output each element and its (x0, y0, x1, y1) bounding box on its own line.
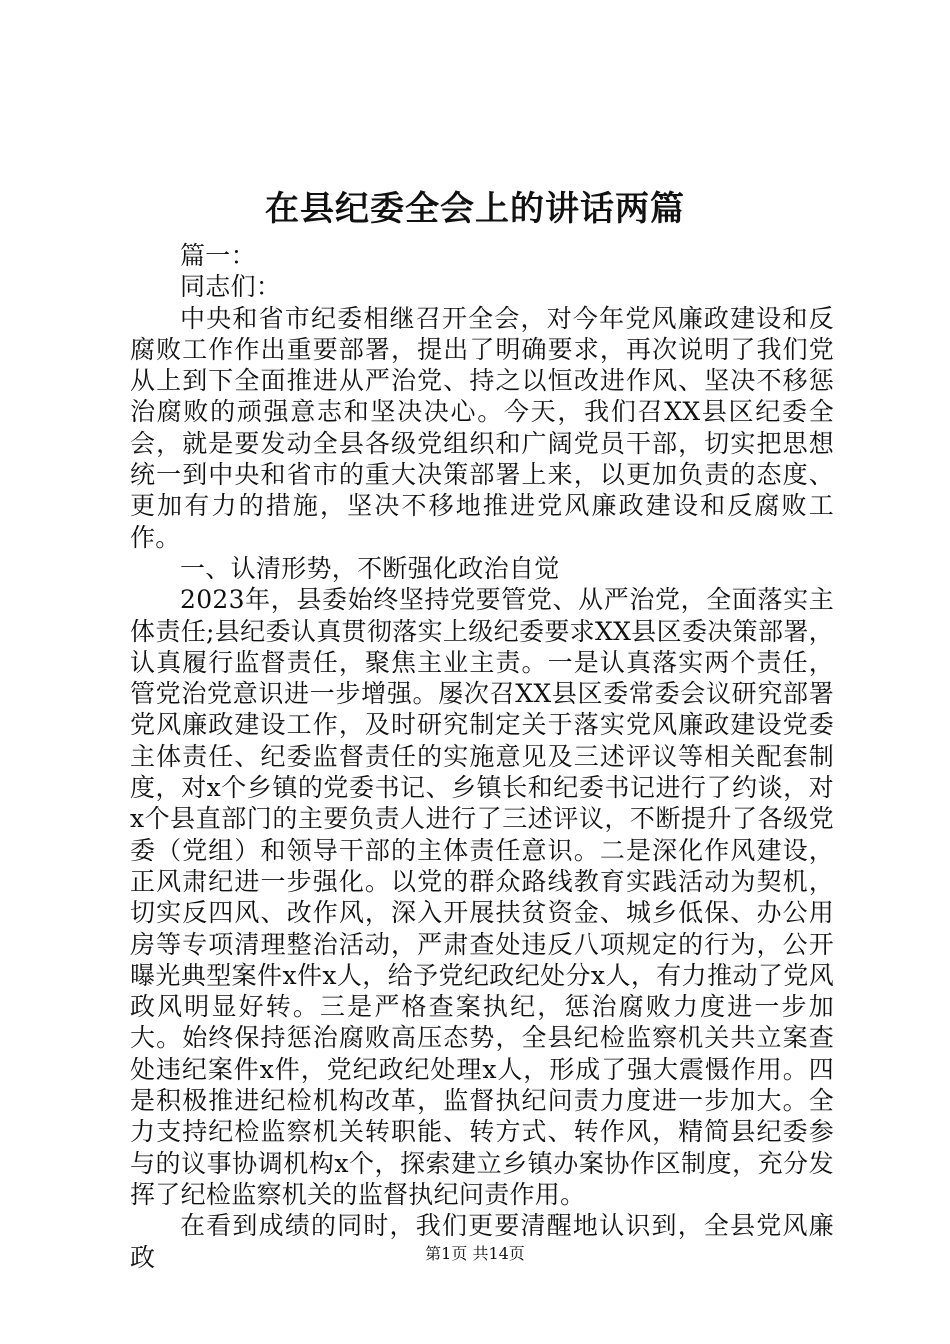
page-footer: 第1页 共14页 (425, 1244, 525, 1263)
document-body (130, 240, 834, 1273)
paragraph-continuation: 在看到成绩的同时，我们更要清醒地认识到，全县党风廉政 (130, 1211, 834, 1272)
paragraph-section-label: 篇一： (180, 241, 256, 270)
document-title: 在县纪委全会上的讲话两篇 (265, 189, 685, 229)
paragraph-review: 2023年，县委始终坚持党要管党、从严治党，全面落实主体责任;县纪委认真贯彻落实上级纪委要求XX县区委决策部署，认真履行监督责任，聚焦主业主责。一是认真落实两个责任，管党治党意识进一步增强。屡次召XX县区委常委会议研究部署党风廉政建设工作，及时研究制定关于落实党风廉政建设党委主体责任、纪委监督责任的实施意见及三述评议等相关配套制度，对x个乡镇的党委书记、乡镇长和纪委书记进行了约谈，对x个县直部门的主要负责人进行了三述评议，不断提升了各级党委（党组）和领导干部的主体责任意识。二是深化作风建设，正风肃纪进一步强化。以党的群众路线教育实践活动为契机，切实反四风、改作风，深入开展扶贫资金、城乡低保、办公用房等专项清理整治活动，严肃查处违反八项规定的行为，公开曝光典型案件x件x人，给予党纪政纪处分x人，有力推动了党风政风明显好转。三是严格查案执纪，惩治腐败力度进一步加大。始终保持惩治腐败高压态势，全县纪检监察机关共立案查处违纪案件x件，党纪政纪处理x人，形成了强大震慑作用。四是积极推进纪检机构改革，监督执纪问责力度进一步加大。全力支持纪检监察机关转职能、转方式、转作风，精简县纪委参与的议事协调机构x个，探索建立乡镇办案协作区制度，充分发挥了纪检监察机关的监督执纪问责作用。 (130, 585, 834, 1209)
paragraph-heading-one: 一、认清形势，不断强化政治自觉 (180, 553, 560, 583)
paragraph-intro: 中央和省市纪委相继召开全会，对今年党风廉政建设和反腐败工作作出重要部署，提出了明确要求，再次说明了我们党从上到下全面推进从严治党、持之以恒改进作风、坚决不移惩治腐败的顽强意志和坚决决心。今天，我们召XX县区纪委全会，就是要发动全县各级党组织和广阔党员干部，切实把思想统一到中央和省市的重大决策部署上来，以更加负责的态度、更加有力的措施，坚决不移地推进党风廉政建设和反腐败工作。 (130, 303, 834, 552)
paragraph-salutation: 同志们： (180, 272, 282, 302)
